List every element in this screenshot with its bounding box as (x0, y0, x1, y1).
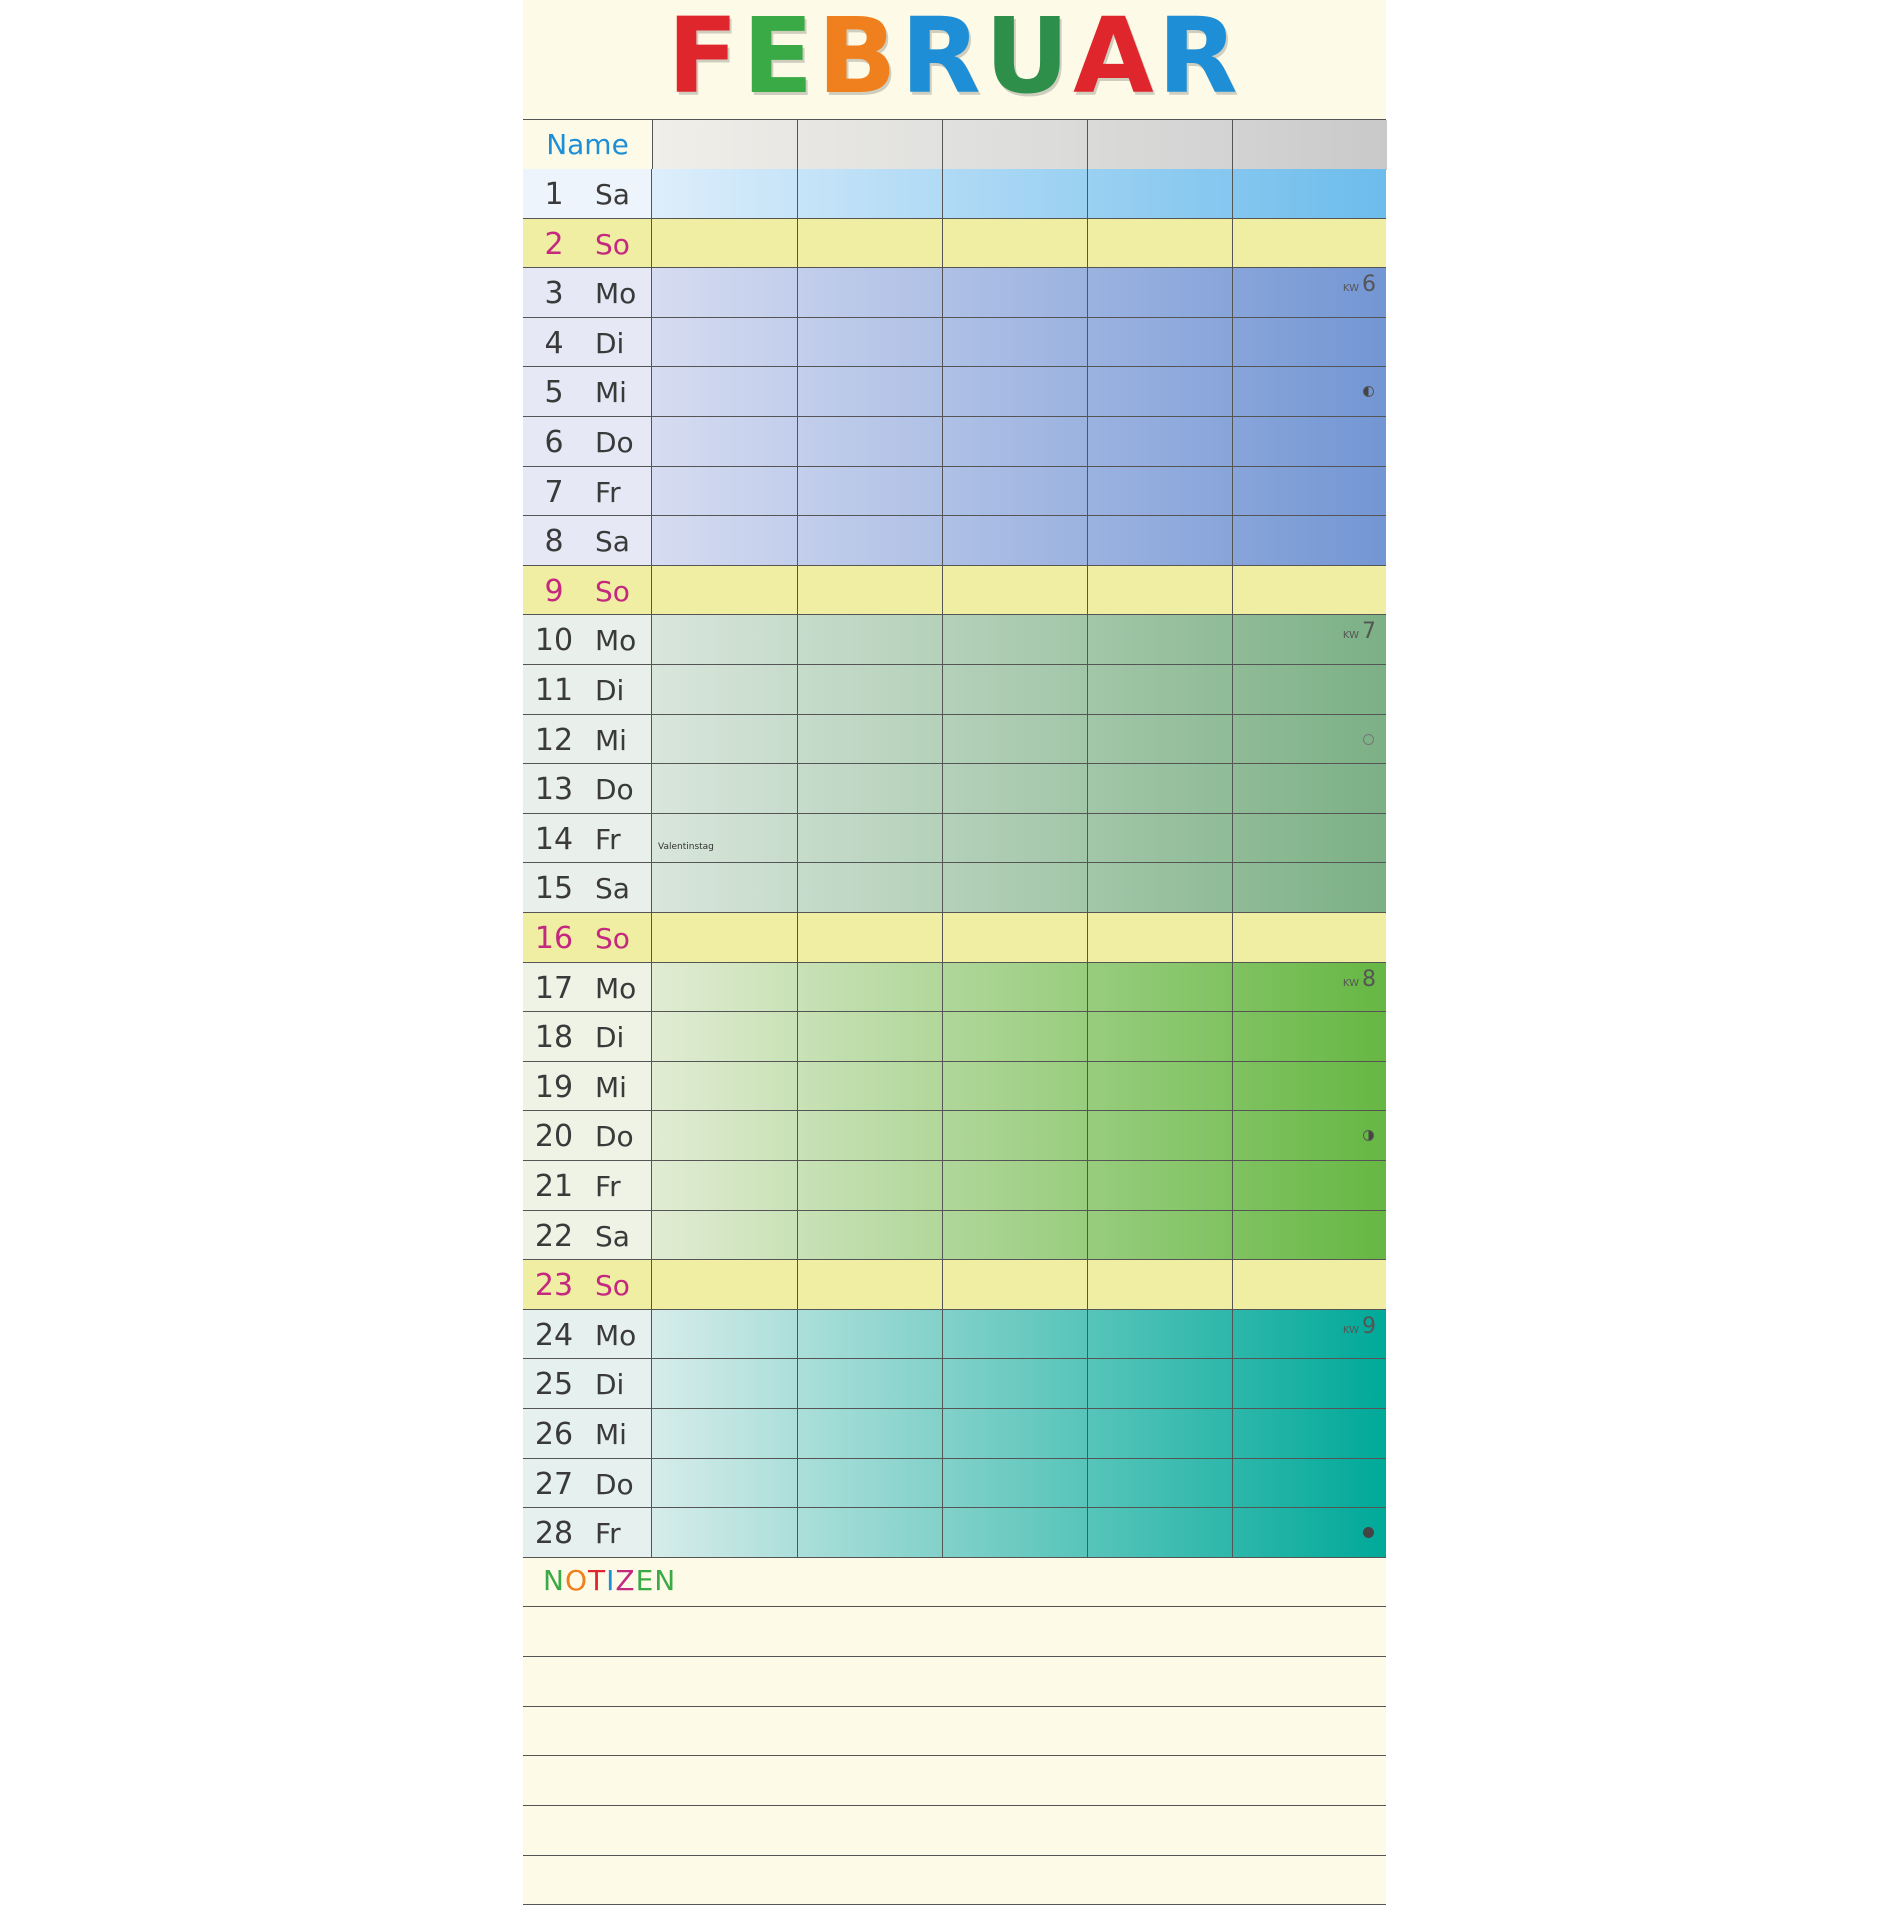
column-divider (942, 1111, 943, 1160)
title-letter: F (667, 0, 743, 117)
day-row (523, 764, 1386, 814)
day-row (523, 367, 1386, 417)
day-row (523, 1062, 1386, 1112)
day-row (523, 1211, 1386, 1261)
day-number: 28 (534, 1516, 574, 1552)
notes-letter: I (606, 1564, 616, 1597)
column-divider (1232, 1161, 1233, 1210)
entry-cells[interactable] (652, 963, 1386, 1012)
column-divider (797, 1012, 798, 1061)
column-divider (1087, 219, 1088, 268)
day-number: 13 (534, 772, 574, 808)
column-divider (1232, 219, 1233, 268)
entry-cells[interactable] (652, 1062, 1386, 1111)
day-label (523, 1409, 652, 1458)
entry-cells[interactable] (652, 764, 1386, 813)
entry-cells[interactable] (652, 1459, 1386, 1508)
weekday: Do (595, 426, 634, 459)
weekday: Mo (595, 1318, 637, 1352)
column-divider (1087, 516, 1088, 565)
day-number: 5 (544, 375, 564, 411)
day-label (523, 219, 652, 268)
column-divider (1087, 715, 1088, 764)
column-divider (797, 417, 798, 466)
day-row (523, 1508, 1386, 1558)
day-number: 26 (534, 1417, 574, 1452)
notes-line[interactable] (523, 1805, 1386, 1806)
entry-cells[interactable] (652, 1161, 1386, 1210)
column-divider (942, 814, 943, 863)
column-divider (1232, 1310, 1233, 1359)
column-divider (1232, 268, 1233, 317)
day-number: 15 (534, 871, 574, 907)
day-number: 24 (534, 1317, 574, 1353)
day-label (523, 1062, 652, 1111)
entry-cells[interactable] (652, 1508, 1386, 1557)
entry-cells[interactable] (652, 1310, 1386, 1359)
day-label (523, 913, 652, 962)
weekday: Sa (595, 1219, 630, 1253)
column-divider (942, 219, 943, 268)
entry-cells[interactable] (652, 169, 1386, 218)
day-number: 21 (534, 1169, 574, 1204)
day-label (523, 467, 652, 516)
column-divider (942, 1310, 943, 1359)
day-label (523, 169, 652, 218)
day-number: 7 (544, 474, 564, 510)
name-column-5[interactable] (1232, 120, 1387, 170)
column-divider (797, 1459, 798, 1508)
column-divider (1232, 566, 1233, 615)
title-letter: B (817, 0, 901, 117)
entry-cells[interactable] (652, 863, 1386, 912)
name-label: Name (546, 128, 629, 161)
name-column-4[interactable] (1087, 120, 1233, 170)
column-divider (1087, 268, 1088, 317)
weekday: Mo (595, 277, 637, 311)
day-label (523, 1359, 652, 1408)
column-divider (1232, 1062, 1233, 1111)
column-divider (942, 1409, 943, 1458)
weekday: So (595, 574, 630, 608)
calendar-week-label: KW 8 (1342, 966, 1376, 992)
day-label (523, 615, 652, 664)
entry-cells[interactable] (652, 417, 1386, 466)
day-label (523, 1459, 652, 1508)
column-divider (1232, 1111, 1233, 1160)
column-divider (1087, 318, 1088, 367)
entry-cells[interactable] (652, 1359, 1386, 1408)
column-divider (1232, 1459, 1233, 1508)
day-number: 12 (534, 722, 574, 758)
column-divider (1087, 1161, 1088, 1210)
day-row (523, 1111, 1386, 1161)
column-divider (1087, 814, 1088, 863)
column-divider (1232, 417, 1233, 466)
column-divider (1232, 516, 1233, 565)
day-label (523, 1161, 652, 1210)
day-row-sunday (523, 913, 1386, 963)
day-label (523, 715, 652, 764)
column-divider (1087, 764, 1088, 813)
column-divider (1232, 367, 1233, 416)
day-label (523, 1260, 652, 1309)
entry-cells[interactable] (652, 367, 1386, 416)
day-number: 4 (544, 325, 564, 361)
weekday: Do (595, 773, 634, 807)
column-divider (942, 1161, 943, 1210)
day-row (523, 715, 1386, 765)
day-row (523, 963, 1386, 1013)
day-row (523, 1409, 1386, 1459)
weekday: Di (595, 674, 625, 707)
notes-letter: N (654, 1564, 677, 1597)
day-number: 17 (534, 970, 574, 1006)
notes-letter: O (564, 1564, 588, 1597)
column-divider (1087, 169, 1088, 218)
weekday: Do (595, 1467, 634, 1501)
column-divider (1232, 913, 1233, 962)
notes-line[interactable] (523, 1855, 1386, 1856)
column-divider (1087, 566, 1088, 615)
column-divider (942, 467, 943, 516)
day-row (523, 268, 1386, 318)
day-row (523, 516, 1386, 566)
weekday: Sa (595, 525, 630, 559)
day-label (523, 268, 652, 317)
column-divider (797, 318, 798, 367)
day-label (523, 665, 652, 714)
day-number: 16 (534, 921, 574, 956)
column-divider (1087, 1211, 1088, 1260)
column-divider (1232, 1409, 1233, 1458)
holiday-label: Valentinstag (658, 841, 714, 852)
column-divider (797, 863, 798, 912)
column-divider (1232, 318, 1233, 367)
day-label (523, 963, 652, 1012)
column-divider (1232, 863, 1233, 912)
day-number: 10 (534, 623, 574, 659)
weekday: Fr (595, 475, 621, 509)
column-divider (797, 219, 798, 268)
column-divider (1232, 1508, 1233, 1557)
column-divider (942, 1012, 943, 1061)
column-divider (1232, 467, 1233, 516)
column-divider (797, 715, 798, 764)
column-divider (797, 913, 798, 962)
weekday: So (595, 227, 630, 261)
day-number: 1 (544, 177, 564, 212)
column-divider (1087, 963, 1088, 1012)
column-divider (942, 913, 943, 962)
day-label (523, 1310, 652, 1359)
day-row (523, 1012, 1386, 1062)
column-divider (1087, 615, 1088, 664)
day-label (523, 1012, 652, 1061)
column-divider (1232, 1260, 1233, 1309)
column-divider (942, 1260, 943, 1309)
weekday: Di (595, 326, 625, 360)
day-number: 3 (544, 276, 564, 312)
column-divider (797, 1111, 798, 1160)
day-label (523, 1111, 652, 1160)
day-number: 6 (544, 425, 564, 460)
weekday: So (595, 922, 630, 955)
column-divider (942, 615, 943, 664)
column-divider (942, 963, 943, 1012)
day-row (523, 318, 1386, 368)
entry-cells[interactable] (652, 1111, 1386, 1160)
column-divider (1087, 1062, 1088, 1111)
entry-cells[interactable] (652, 665, 1386, 714)
entry-cells[interactable] (652, 715, 1386, 764)
moon-phase-icon (1363, 734, 1374, 745)
column-divider (1232, 1012, 1233, 1061)
column-divider (1232, 814, 1233, 863)
column-divider (797, 1161, 798, 1210)
day-label (523, 318, 652, 367)
name-column-3[interactable] (942, 120, 1088, 170)
column-divider (797, 467, 798, 516)
title-letter: R (900, 0, 985, 117)
column-divider (942, 566, 943, 615)
notes-line[interactable] (523, 1755, 1386, 1756)
column-divider (797, 1260, 798, 1309)
day-row (523, 665, 1386, 715)
day-number: 23 (534, 1268, 574, 1304)
day-row (523, 863, 1386, 913)
column-divider (797, 615, 798, 664)
entry-cells[interactable] (652, 219, 1386, 268)
column-divider (1087, 913, 1088, 962)
month-title (523, 0, 1386, 118)
day-label (523, 1211, 652, 1260)
weekday: Sa (595, 178, 630, 211)
column-divider (942, 516, 943, 565)
weekday: Fr (595, 822, 621, 856)
weekday: Di (595, 1368, 625, 1402)
column-divider (1087, 367, 1088, 416)
column-divider (797, 1359, 798, 1408)
day-number: 11 (534, 673, 574, 708)
column-divider (797, 814, 798, 863)
weekday: Mi (595, 376, 627, 410)
day-number: 19 (534, 1069, 574, 1105)
column-divider (1087, 1260, 1088, 1309)
entry-cells[interactable] (652, 1211, 1386, 1260)
column-divider (797, 367, 798, 416)
title-letter: A (1073, 0, 1158, 117)
column-divider (797, 516, 798, 565)
column-divider (1087, 1508, 1088, 1557)
day-row-sunday (523, 566, 1386, 616)
column-divider (942, 1062, 943, 1111)
column-divider (1232, 1211, 1233, 1260)
column-divider (942, 367, 943, 416)
entry-cells[interactable] (652, 1260, 1386, 1309)
day-number: 2 (544, 226, 564, 262)
day-row (523, 1310, 1386, 1360)
column-divider (942, 169, 943, 218)
weekday: Fr (595, 1170, 621, 1203)
weekday: Mo (595, 624, 637, 658)
column-divider (942, 1508, 943, 1557)
weekday: Do (595, 1120, 634, 1154)
column-divider (942, 1459, 943, 1508)
day-row-sunday (523, 219, 1386, 269)
day-number: 18 (534, 1020, 574, 1056)
column-divider (797, 268, 798, 317)
column-divider (797, 1211, 798, 1260)
day-number: 25 (534, 1367, 574, 1403)
day-row (523, 467, 1386, 517)
day-row (523, 615, 1386, 665)
calendar-week-label: KW 7 (1342, 619, 1376, 645)
day-label (523, 367, 652, 416)
day-number: 9 (544, 573, 564, 609)
column-divider (942, 1211, 943, 1260)
weekday: Mi (595, 723, 627, 757)
notes-letter: T (588, 1564, 607, 1597)
column-divider (1232, 1359, 1233, 1408)
day-row (523, 1161, 1386, 1211)
column-divider (942, 1359, 943, 1408)
day-number: 8 (544, 524, 564, 560)
day-label (523, 516, 652, 565)
notes-line[interactable] (523, 1606, 1386, 1607)
calendar-sheet (523, 0, 1386, 1904)
weekday: Di (595, 1021, 625, 1055)
column-divider (1232, 615, 1233, 664)
weekday: Sa (595, 872, 630, 906)
day-row (523, 1359, 1386, 1409)
column-divider (942, 318, 943, 367)
column-divider (1087, 1310, 1088, 1359)
column-divider (1087, 417, 1088, 466)
column-divider (1087, 1409, 1088, 1458)
column-divider (1087, 665, 1088, 714)
entry-cells[interactable] (652, 516, 1386, 565)
entry-cells[interactable] (652, 1012, 1386, 1061)
column-divider (942, 863, 943, 912)
column-divider (1232, 764, 1233, 813)
entry-cells[interactable] (652, 913, 1386, 962)
column-divider (1232, 169, 1233, 218)
notes-section (523, 1556, 1386, 1904)
day-label (523, 814, 652, 863)
column-divider (942, 268, 943, 317)
notes-letter: Z (615, 1564, 636, 1597)
weekday: Mi (595, 1418, 627, 1451)
day-row (523, 814, 1386, 864)
entry-cells[interactable] (652, 566, 1386, 615)
day-number: 20 (534, 1119, 574, 1155)
entry-cells[interactable] (652, 814, 1386, 863)
title-letter: R (1157, 0, 1242, 117)
day-row (523, 169, 1386, 219)
day-label (523, 566, 652, 615)
entry-cells[interactable] (652, 615, 1386, 664)
day-label (523, 863, 652, 912)
calendar-week-label: KW 6 (1342, 272, 1376, 298)
column-divider (1087, 1111, 1088, 1160)
column-divider (1232, 963, 1233, 1012)
name-column-2[interactable] (797, 120, 943, 170)
column-divider (1087, 863, 1088, 912)
column-divider (942, 417, 943, 466)
title-letter: U (984, 0, 1074, 117)
day-label (523, 1508, 652, 1557)
notes-label (543, 1564, 676, 1597)
name-column-1[interactable] (652, 120, 798, 170)
column-divider (797, 1310, 798, 1359)
column-divider (797, 1062, 798, 1111)
column-divider (942, 764, 943, 813)
column-divider (942, 665, 943, 714)
notes-line[interactable] (523, 1706, 1386, 1707)
column-divider (797, 1409, 798, 1458)
column-divider (797, 764, 798, 813)
entry-cells[interactable] (652, 1409, 1386, 1458)
day-row (523, 417, 1386, 467)
weekday: Mo (595, 971, 637, 1005)
column-divider (797, 169, 798, 218)
calendar-week-label: KW 9 (1342, 1313, 1376, 1339)
entry-cells[interactable] (652, 318, 1386, 367)
column-divider (1232, 665, 1233, 714)
column-divider (797, 665, 798, 714)
title-letter: E (742, 0, 818, 117)
notes-letter: N (543, 1564, 565, 1597)
day-number: 22 (534, 1218, 574, 1254)
column-divider (1087, 467, 1088, 516)
day-row-sunday (523, 1260, 1386, 1310)
weekday: Fr (595, 1517, 621, 1551)
column-divider (797, 566, 798, 615)
column-divider (797, 1508, 798, 1557)
column-divider (1087, 1459, 1088, 1508)
weekday: So (595, 1269, 630, 1303)
day-label (523, 417, 652, 466)
day-number: 27 (534, 1466, 574, 1502)
column-divider (1087, 1012, 1088, 1061)
day-label (523, 764, 652, 813)
day-row (523, 1459, 1386, 1509)
name-header-row (523, 119, 1386, 171)
day-number: 14 (534, 821, 574, 857)
column-divider (942, 715, 943, 764)
weekday: Mi (595, 1070, 627, 1104)
entry-cells[interactable] (652, 268, 1386, 317)
column-divider (1087, 1359, 1088, 1408)
entry-cells[interactable] (652, 467, 1386, 516)
notes-letter: E (635, 1564, 655, 1597)
column-divider (1232, 715, 1233, 764)
notes-line[interactable] (523, 1656, 1386, 1657)
column-divider (797, 963, 798, 1012)
